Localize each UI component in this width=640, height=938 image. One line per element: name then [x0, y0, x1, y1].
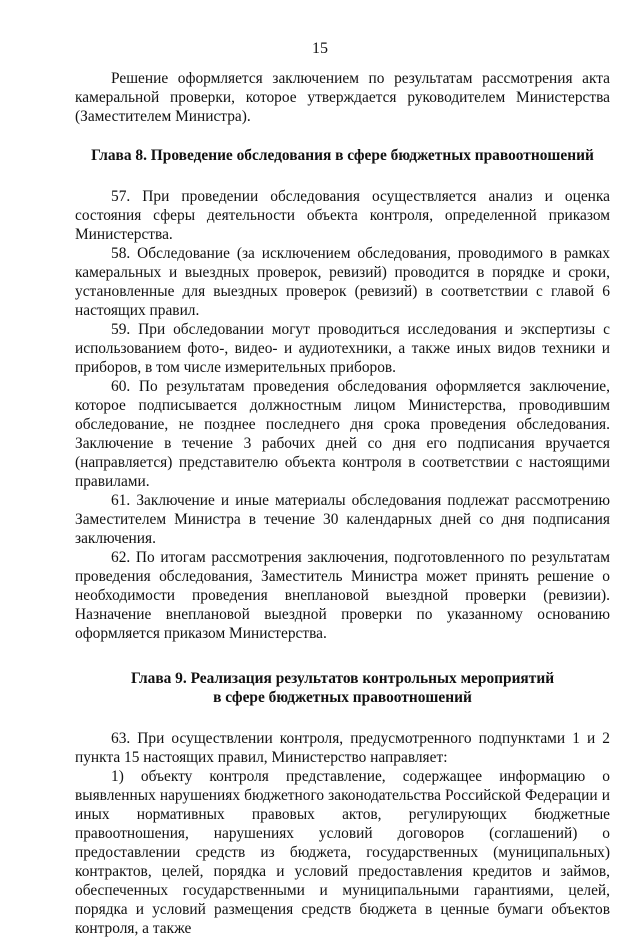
- chapter-8-section: [75, 187, 610, 643]
- paragraph-57: 57. При проведении обследования осуществляется анализ и оценка состояния сферы деятельности объекта контроля, определенной приказом Министерства.: [75, 187, 610, 243]
- paragraph-63-item-1: 1) объекту контроля представление, содержащее информацию о выявленных нарушениях бюджетного законодательства Российской Федерации и иных нормативных правовых актов, регулирующих бюджетные правоотношения, нарушениях условий договоров (соглашений) о предоставлении средств из бюджета, государственных (муниципальных) контрактов, целей, порядка и условий предоставления кредитов и займов, обеспеченных государственными и муниципальными гарантиями, целей, порядка и условий размещения средств бюджета в ценные бумаги объектов контроля, а также: [75, 767, 610, 937]
- page-number: 15: [312, 40, 328, 57]
- intro-paragraph: Решение оформляется заключением по результатам рассмотрения акта камеральной проверки, которое утверждается руководителем Министерства (Заместителем Министра).: [75, 70, 610, 125]
- paragraph-61: 61. Заключение и иные материалы обследования подлежат рассмотрению Заместителем Министра в течение 30 календарных дней со дня подписания заключения.: [75, 491, 610, 547]
- chapter-8-heading: Глава 8. Проведение обследования в сфере бюджетных правоотношений: [91, 147, 594, 164]
- spacer: [75, 643, 610, 669]
- spacer: [75, 166, 610, 187]
- paragraph-59: 59. При обследовании могут проводиться исследования и экспертизы с использованием фото-, видео- и аудиотехники, а также иных видов техники и приборов, в том числе измерительных приборов.: [75, 320, 610, 376]
- paragraph-62: 62. По итогам рассмотрения заключения, подготовленного по результатам проведения обследования, Заместитель Министра может принять решение о необходимости проведения внеплановой выездной проверки (ревизии). Назначение внеплановой выездной проверки по указанному основанию оформляется приказом Министерства.: [75, 548, 610, 642]
- chapter-9-heading-line-1: Глава 9. Реализация результатов контрольных мероприятий: [130, 669, 555, 687]
- paragraph-60: 60. По результатам проведения обследования оформляется заключение, которое подписывается должностным лицом Министерства, проводившим обследование, не позднее последнего дня срока проведения обследования. Заключение в течение 3 рабочих дней со дня его подписания вручается (направляется) представителю объекта контроля в соответствии с настоящими правилами.: [75, 377, 610, 490]
- chapter-9-heading: [75, 669, 610, 708]
- document-body: [75, 69, 610, 938]
- paragraph-58: 58. Обследование (за исключением обследования, проводимого в рамках камеральных и выездных проверок, ревизий) проводится в порядке и сроки, установленные для выездных проверок (ревизий) в соответствии с главой 6 настоящих правил.: [75, 244, 610, 319]
- spacer: [75, 708, 610, 729]
- chapter-9-heading-line-2: в сфере бюджетных правоотношений: [213, 689, 472, 706]
- paragraph-63: 63. При осуществлении контроля, предусмотренного подпунктами 1 и 2 пункта 15 настоящих правил, Министерство направляет:: [75, 729, 610, 766]
- spacer: [75, 126, 610, 146]
- chapter-9-section: [75, 729, 610, 938]
